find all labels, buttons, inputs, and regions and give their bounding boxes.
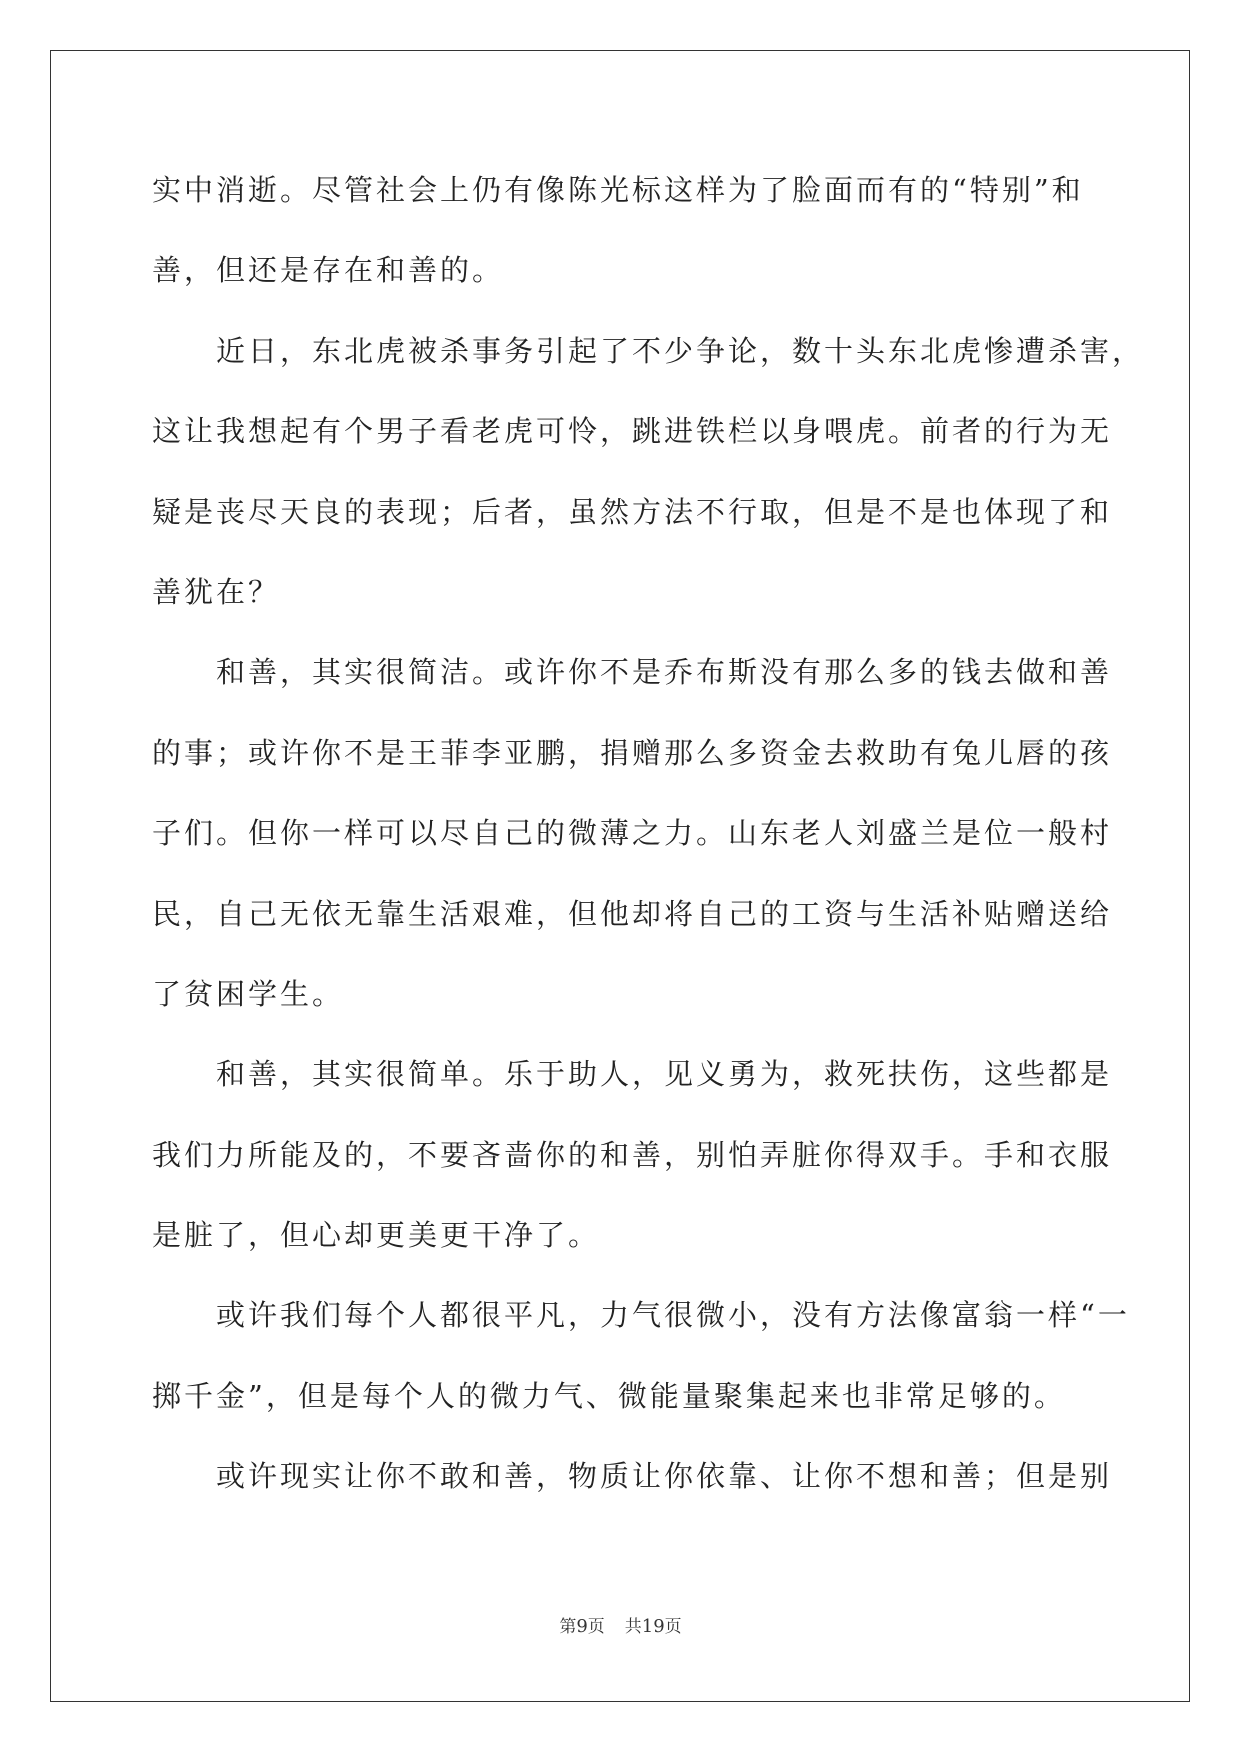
text-line: 掷千金”，但是每个人的微力气、微能量聚集起来也非常足够的。 <box>152 1378 1066 1413</box>
text-line: 近日，东北虎被杀事务引起了不少争论，数十头东北虎惨遭杀害， <box>216 333 1145 368</box>
total-pages: 19 <box>641 1616 665 1637</box>
text-line: 我们力所能及的，不要吝啬你的和善，别怕弄脏你得双手。手和衣服 <box>152 1137 1113 1172</box>
total-suffix: 页 <box>664 1617 682 1637</box>
total-prefix: 共 <box>624 1617 642 1637</box>
text-line: 子们。但你一样可以尽自己的微薄之力。山东老人刘盛兰是位一般村 <box>152 816 1113 851</box>
text-line: 或许我们每个人都很平凡，力气很微小，没有方法像富翁一样“一 <box>216 1298 1130 1333</box>
text-line: 这让我想起有个男子看老虎可怜，跳进铁栏以身喂虎。前者的行为无 <box>152 414 1113 449</box>
text-line: 善犹在？ <box>152 574 281 609</box>
text-line: 疑是丧尽天良的表现；后者，虽然方法不行取，但是不是也体现了和 <box>152 494 1113 529</box>
text-line: 善，但还是存在和善的。 <box>152 253 505 288</box>
text-line: 了贫困学生。 <box>152 976 345 1011</box>
text-line: 实中消逝。尽管社会上仍有像陈光标这样为了脸面而有的“特别”和 <box>152 173 1084 207</box>
text-line: 和善，其实很简洁。或许你不是乔布斯没有那么多的钱去做和善 <box>216 655 1113 690</box>
page-number: 9 <box>576 1616 588 1637</box>
text-line: 民，自己无依无靠生活艰难，但他却将自己的工资与生活补贴赠送给 <box>152 896 1113 931</box>
text-line: 是脏了，但心却更美更干净了。 <box>152 1218 601 1253</box>
page-suffix: 页 <box>587 1617 605 1637</box>
page-prefix: 第 <box>559 1617 577 1637</box>
text-line: 的事；或许你不是王菲李亚鹏，捐赠那么多资金去救助有兔儿唇的孩 <box>152 735 1113 770</box>
page-footer <box>0 1612 1241 1637</box>
text-line: 或许现实让你不敢和善，物质让你依靠、让你不想和善；但是别 <box>216 1459 1113 1494</box>
document-body <box>152 160 1145 1527</box>
text-line: 和善，其实很简单。乐于助人，见义勇为，救死扶伤，这些都是 <box>216 1057 1113 1092</box>
